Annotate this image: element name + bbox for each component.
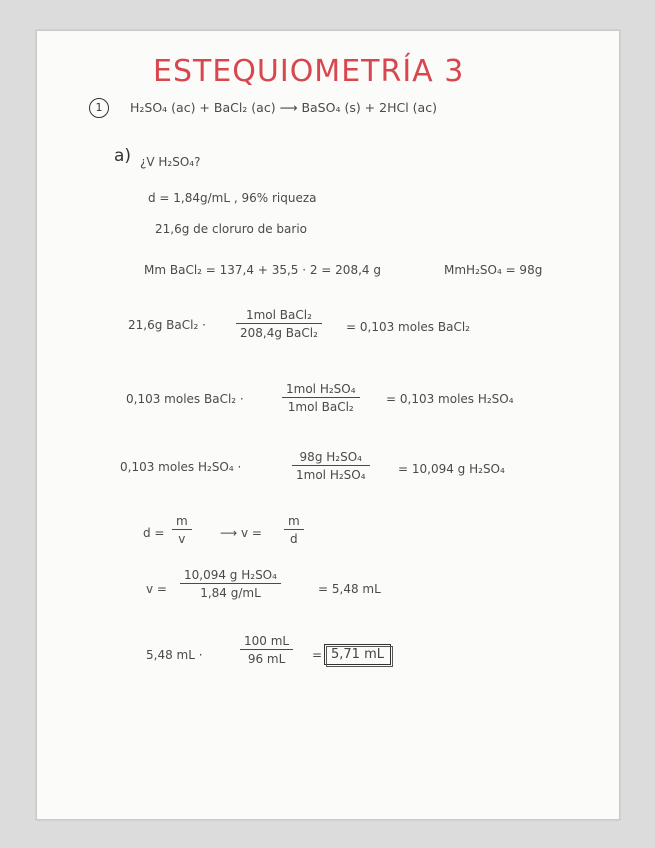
step5-equals: =: [312, 648, 323, 662]
step4-lhs: v =: [146, 582, 167, 596]
molar-mass-h2so4: MmH₂SO₄ = 98g: [444, 263, 543, 277]
step2-result: = 0,103 moles H₂SO₄: [386, 392, 514, 406]
step2-denominator: 1mol BaCl₂: [287, 400, 354, 414]
problem-number-circle: 1: [89, 98, 109, 118]
given-density: d = 1,84g/mL , 96% riqueza: [148, 191, 317, 205]
step4-numerator: 10,094 g H₂SO₄: [180, 568, 281, 584]
page-title: ESTEQUIOMETRÍA 3: [153, 54, 465, 89]
given-mass: 21,6g de cloruro de bario: [155, 222, 307, 236]
volume-denominator: d: [290, 532, 298, 546]
density-fraction: [172, 514, 192, 546]
step1-numerator: 1mol BaCl₂: [236, 308, 322, 324]
volume-fraction: [284, 514, 304, 546]
step1-fraction: [236, 308, 322, 340]
step1-denominator: 208,4g BaCl₂: [240, 326, 318, 340]
step5-numerator: 100 mL: [240, 634, 293, 650]
step1-lhs: 21,6g BaCl₂ ·: [128, 318, 206, 332]
density-numerator: m: [172, 514, 192, 530]
step5-fraction: [240, 634, 293, 666]
step5-denominator: 96 mL: [247, 652, 286, 666]
step2-fraction: [282, 382, 360, 414]
density-denominator: v: [178, 532, 186, 546]
step3-lhs: 0,103 moles H₂SO₄ ·: [120, 460, 242, 474]
step2-lhs: 0,103 moles BaCl₂ ·: [126, 392, 244, 406]
step4-denominator: 1,84 g/mL: [200, 586, 261, 600]
question-text: ¿V H₂SO₄?: [140, 155, 201, 169]
step4-fraction: [180, 568, 281, 600]
step5-lhs: 5,48 mL ·: [146, 648, 203, 662]
step3-denominator: 1mol H₂SO₄: [296, 468, 366, 482]
molar-mass-bacl2: Mm BaCl₂ = 137,4 + 35,5 · 2 = 208,4 g: [144, 263, 381, 277]
density-label: d =: [143, 526, 165, 540]
step3-result: = 10,094 g H₂SO₄: [398, 462, 505, 476]
step4-result: = 5,48 mL: [318, 582, 381, 596]
part-label: a): [114, 146, 132, 166]
step3-fraction: [292, 450, 370, 482]
step1-result: = 0,103 moles BaCl₂: [346, 320, 470, 334]
volume-numerator: m: [284, 514, 304, 530]
step3-numerator: 98g H₂SO₄: [292, 450, 370, 466]
density-arrow: ⟶ v =: [220, 526, 262, 540]
step2-numerator: 1mol H₂SO₄: [282, 382, 360, 398]
final-answer-box: 5,71 mL: [324, 644, 391, 665]
reaction-equation: H₂SO₄ (ac) + BaCl₂ (ac) ⟶ BaSO₄ (s) + 2HCl (ac): [130, 100, 437, 115]
